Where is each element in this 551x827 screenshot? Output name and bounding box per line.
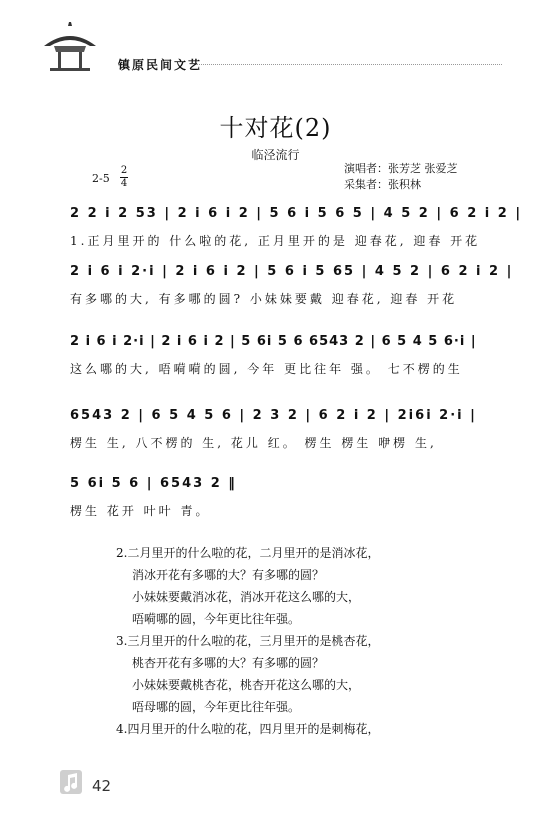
singer-credit: 演唱者：张芳芝 张爱芝 xyxy=(344,162,458,175)
verse-3 xyxy=(116,630,379,718)
meter-top: 2 xyxy=(120,165,128,176)
section-title: 镇原民间文艺 xyxy=(118,58,203,72)
song-subtitle: 临泾流行 xyxy=(251,148,300,162)
verse-line: 唔母哪的圆，今年更比往年强。 xyxy=(132,700,301,714)
notation: 2 i 6 i 2·i | 2 i 6 i 2 | 5 6 i 5 65 | 4 5 2 | 6 2 i 2 | xyxy=(70,264,514,279)
song-title: 十对花(2) xyxy=(219,114,332,142)
lyrics: 1.正月里开的 什么啦的花, 正月里开的是 迎春花, 迎春 开花 xyxy=(70,234,481,248)
verse-line: 桃杏开花有多哪的大？有多哪的圆？ xyxy=(132,656,325,670)
lyrics: 楞生 花开 叶叶 青。 xyxy=(70,504,211,518)
page-number: 42 xyxy=(92,777,112,795)
page-header xyxy=(38,22,508,82)
collector-credit: 采集者：张积林 xyxy=(344,178,421,191)
verse-line: 小妹妹要戴桃杏花，桃杏开花这么哪的大， xyxy=(132,678,361,692)
lyrics: 楞生 生, 八不楞的 生, 花儿 红。 楞生 楞生 咿楞 生, xyxy=(70,436,437,450)
verse-line: 唔嗬哪的圆，今年更比往年强。 xyxy=(132,612,301,626)
music-note-icon xyxy=(60,770,82,794)
verse-first-line: 2.二月里开的什么啦的花，二月里开的是消冰花， xyxy=(116,546,380,560)
verse-first-line: 4.四月里开的什么啦的花，四月里开的是刺梅花， xyxy=(116,722,380,736)
time-signature xyxy=(120,166,128,189)
notation: 6543 2 | 6 5 4 5 6 | 2 3 2 | 6 2 i 2 | 2i6i 2·i | xyxy=(70,408,477,423)
meter-bottom: 4 xyxy=(120,178,128,189)
lyrics: 有多哪的大, 有多哪的圆? 小妹妹要戴 迎春花, 迎春 开花 xyxy=(70,292,458,306)
lyrics: 这么哪的大, 唔嗬嗬的圆, 今年 更比往年 强。 七不楞的生 xyxy=(70,362,463,376)
verse-line: 小妹妹要戴消冰花，消冰开花这么哪的大， xyxy=(132,590,361,604)
notation: 2 2 i 2 53 | 2 i 6 i 2 | 5 6 i 5 6 5 | 4 5 2 | 6 2 i 2 | xyxy=(70,206,523,221)
verse-2 xyxy=(116,542,379,630)
pavilion-icon xyxy=(40,22,100,74)
verse-first-line: 3.三月里开的什么啦的花，三月里开的是桃杏花， xyxy=(116,634,380,648)
key-signature: 2-5 xyxy=(92,172,110,185)
header-rule xyxy=(196,64,502,65)
notation: 2 i 6 i 2·i | 2 i 6 i 2 | 5 6i 5 6 6543 2 | 6 5 4 5 6·i | xyxy=(70,334,477,349)
verse-4 xyxy=(116,718,379,740)
verse-line: 消冰开花有多哪的大？有多哪的圆？ xyxy=(132,568,325,582)
notation: 5 6i 5 6 | 6543 2 ‖ xyxy=(70,476,237,491)
